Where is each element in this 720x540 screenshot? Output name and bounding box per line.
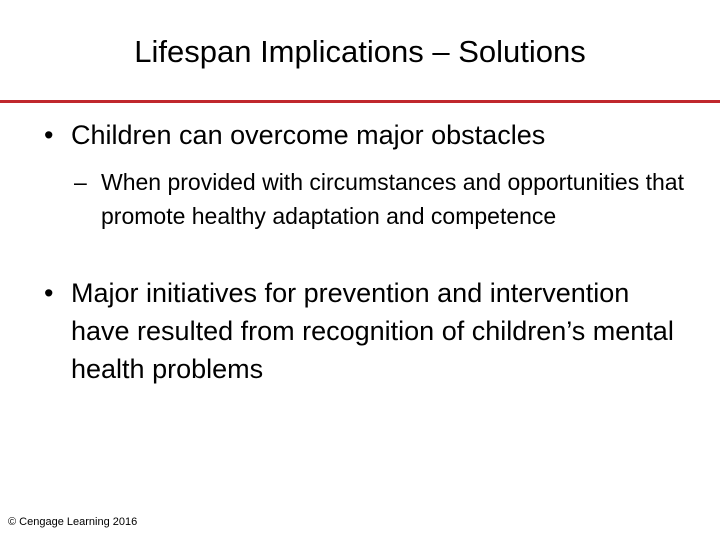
bullet-text: Children can overcome major obstacles: [71, 120, 546, 150]
bullet-marker: •: [44, 278, 54, 308]
bullet-text: Major initiatives for prevention and intervention have resulted from recognition of children’s mental health problems: [71, 278, 674, 384]
sub-bullet-item: [74, 165, 694, 233]
sub-bullet-text: When provided with circumstances and opportunities that promote healthy adaptation and competence: [101, 169, 684, 229]
title-divider: [0, 100, 720, 103]
slide-title: Lifespan Implications – Solutions: [134, 34, 586, 69]
bullet-item: [44, 116, 704, 154]
bullet-marker: •: [44, 120, 54, 150]
copyright-footer: © Cengage Learning 2016: [8, 516, 138, 528]
bullet-item: [44, 274, 694, 388]
sub-bullet-marker: –: [74, 169, 87, 195]
